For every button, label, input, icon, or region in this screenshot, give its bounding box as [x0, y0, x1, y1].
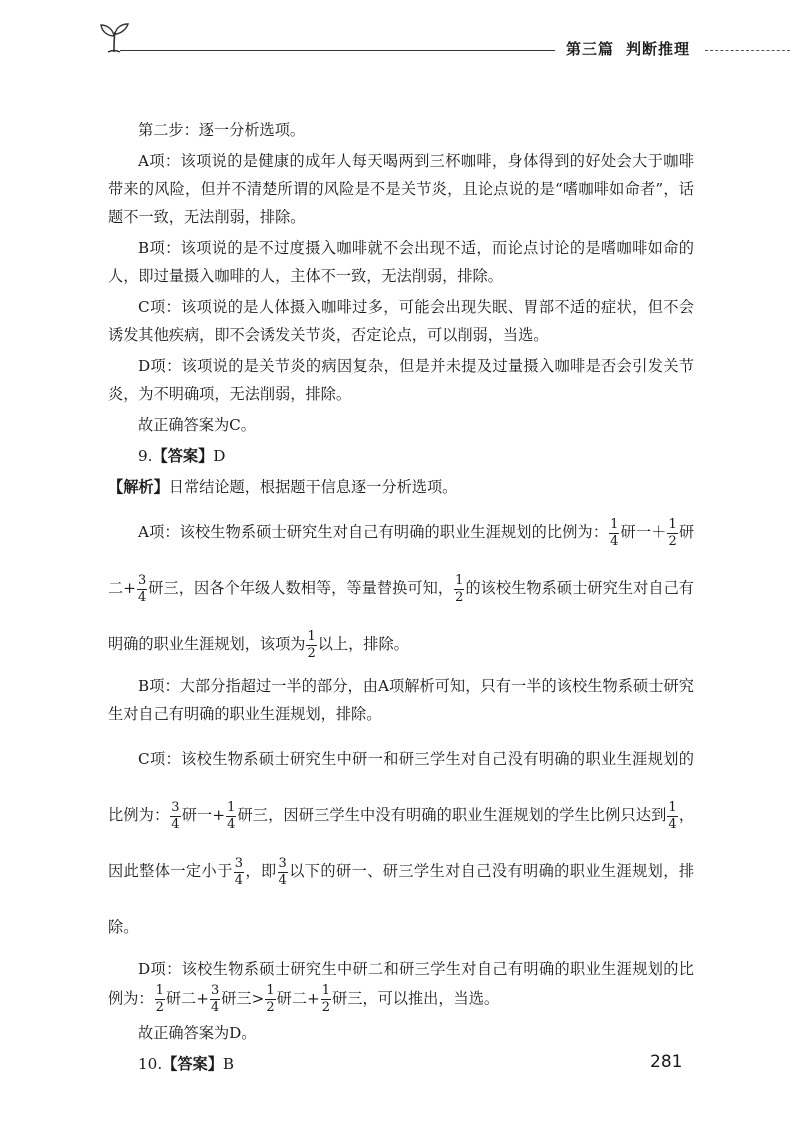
fraction-three-quarters: $\frac{3}{4}$: [171, 799, 180, 832]
fraction-three-quarters: $\frac{3}{4}$: [234, 855, 243, 888]
q9c-text-3: 研三，因研三学生中没有明确的职业生涯规划的学生比例只达到: [237, 806, 667, 824]
fraction-one-half: $\frac{1}{2}$: [266, 983, 275, 1015]
q9-answer-line: [108, 442, 694, 470]
q9d-text-2: 研二+: [165, 989, 209, 1008]
paragraph-q8-option-b: B项：该项说的是不过度摄入咖啡就不会出现不适，而论点讨论的是嗜咖啡如命的人，即过量摄入咖啡的人，主体不一致，无法削弱，排除。: [108, 239, 694, 285]
fraction-one-quarter: $\frac{1}{4}$: [668, 799, 677, 832]
q10-answer: B: [222, 1055, 235, 1073]
q9c-text-4: ，因此整体一定小于: [108, 806, 695, 880]
q9c-text-5: ，即: [244, 862, 277, 880]
q9d-text-4: 研二+: [276, 989, 320, 1008]
q9d-text-1: D项：该校生物系硕士研究生中研二和研三学生对自己有明确的职业生涯规划的比例为：: [108, 960, 694, 1008]
q9a-text-5: 的该校生物系硕士研究生对自己有明确的职业生涯规划，该项为: [108, 579, 694, 653]
fraction-three-quarters: $\frac{3}{4}$: [278, 855, 287, 888]
paragraph-q8-option-a: A项：该项说的是健康的成年人每天喝两到三杯咖啡，身体得到的好处会大于咖啡带来的风险，但并不清楚所谓的风险是不是关节炎，且论点说的是“嗜咖啡如命者”，话题不一致，无法削弱，排除。: [108, 152, 694, 226]
fraction-one-half: $\frac{1}{2}$: [668, 516, 677, 549]
q9c-text-2: 研一+: [181, 806, 226, 824]
paragraph-step2: 第二步：逐一分析选项。: [138, 121, 306, 139]
q9a-text-1: A项：该校生物系硕士研究生对自己有明确的职业生涯规划的比例为：: [138, 523, 609, 541]
paragraph-q9-option-d: [108, 955, 694, 1016]
fraction-three-quarters: $\frac{3}{4}$: [137, 572, 147, 605]
fraction-one-half: $\frac{1}{2}$: [307, 628, 316, 661]
fraction-one-quarter: $\frac{1}{4}$: [227, 799, 236, 832]
q10-answer-label: 【答案】: [162, 1055, 223, 1073]
q9c-text-1: C项：该校生物系硕士研究生中研一和研三学生对自己没有明确的职业生涯规划的比例为：: [108, 750, 694, 824]
fraction-one-half: $\frac{1}{2}$: [155, 983, 164, 1015]
header-rule: [120, 50, 555, 51]
q9d-text-3: 研三>: [221, 989, 265, 1008]
page-header: [0, 0, 800, 70]
q9-answer-label: 【答案】: [152, 447, 214, 465]
q9a-text-4: 研三，因各个年级人数相等，等量替换可知，: [148, 579, 454, 597]
header-section: 判断推理: [626, 40, 691, 58]
q9-answer: D: [213, 447, 226, 465]
q9-analysis-text: 日常结论题，根据题干信息逐一分析选项。: [168, 478, 458, 496]
q9d-text-5: 研三，可以推出，当选。: [332, 989, 500, 1008]
q9-number: 9.: [138, 447, 153, 465]
paragraph-q9-option-b: B项：大部分指超过一半的部分，由A项解析可知，只有一半的该校生物系硕士研究生对自己有明确的职业生涯规划，排除。: [108, 677, 694, 723]
fraction-three-quarters: $\frac{3}{4}$: [210, 983, 220, 1015]
paragraph-q9-option-c: [108, 731, 694, 955]
paragraph-q8-option-d: D项：该项说的是关节炎的病因复杂，但是并未提及过量摄入咖啡是否会引发关节炎，为不明确项，无法削弱，排除。: [108, 357, 694, 403]
q10-number: 10.: [138, 1055, 163, 1073]
fraction-one-quarter: $\frac{1}{4}$: [610, 516, 619, 549]
paragraph-q8-option-c: C项：该项说的是人体摄入咖啡过多，可能会出现失眠、胃部不适的症状，但不会诱发其他疾病，即不会诱发关节炎，否定论点，可以削弱，当选。: [108, 298, 694, 344]
q9a-text-2: 研一＋: [620, 523, 667, 541]
paragraph-q9-option-a: [108, 504, 694, 672]
q9-analysis-label: 【解析】: [108, 478, 169, 496]
paragraph-q8-conclusion: 故正确答案为C。: [138, 416, 256, 434]
header-part: 第三篇: [566, 40, 615, 58]
header-title: [566, 38, 690, 59]
header-dashed-rule: [705, 50, 790, 51]
page-number: 281: [650, 1052, 683, 1072]
q9a-text-3: 研二+: [108, 523, 695, 597]
q9-analysis-line: [108, 473, 694, 501]
q10-answer-line: [108, 1050, 694, 1078]
page-content: [108, 116, 694, 1081]
fraction-one-half: $\frac{1}{2}$: [455, 572, 464, 605]
q9a-text-6: 以上，排除。: [317, 635, 409, 653]
q9c-text-6: 以下的研一、研三学生对自己没有明确的职业生涯规划，排除。: [108, 862, 695, 936]
paragraph-q9-conclusion: 故正确答案为D。: [138, 1024, 257, 1042]
fraction-one-half: $\frac{1}{2}$: [321, 983, 331, 1015]
